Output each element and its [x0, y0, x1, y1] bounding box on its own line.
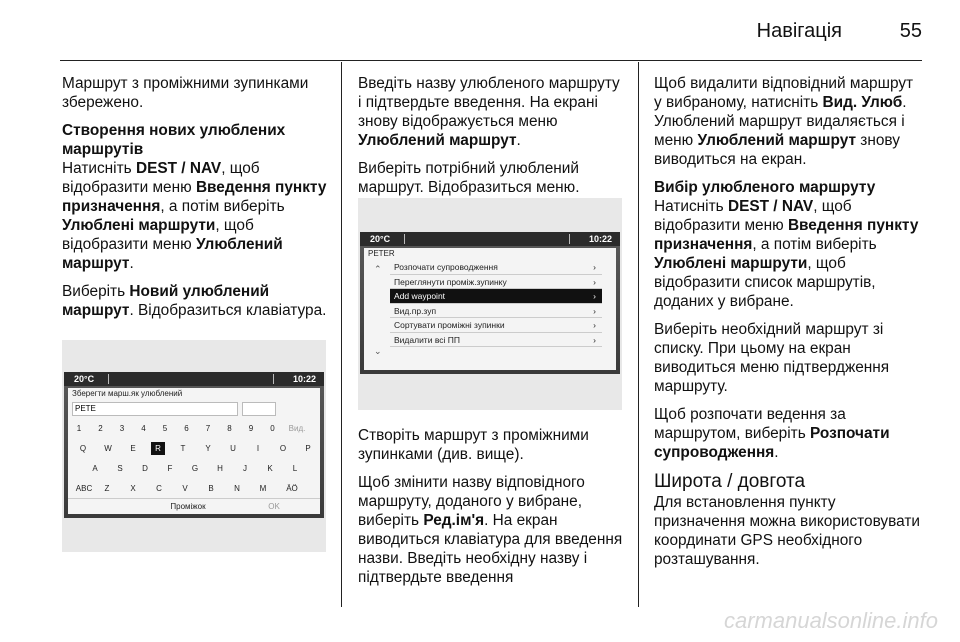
- key[interactable]: Q: [79, 444, 87, 453]
- menu-item-label: Вид.пр.зуп: [394, 305, 437, 316]
- key[interactable]: N: [234, 484, 240, 493]
- key[interactable]: 1: [76, 424, 82, 433]
- key[interactable]: D: [142, 464, 148, 473]
- paragraph: Натисніть DEST / NAV, щоб відобразити меню Введення пункту призначення, а потім виберіть Улюблені маршрути, щоб відобразити список маршрутів, доданих у вибране.: [654, 198, 919, 310]
- key[interactable]: V: [182, 484, 188, 493]
- menu-item[interactable]: [390, 289, 602, 304]
- key[interactable]: K: [267, 464, 273, 473]
- menu-item-label: Переглянути проміж.зупинку: [394, 276, 507, 287]
- section-heading: Широта / довгота: [654, 471, 806, 492]
- clock: 10:22: [292, 374, 316, 384]
- aux-input: [242, 402, 276, 416]
- menu-panel: [364, 248, 616, 370]
- paragraph: Щоб видалити відповідний маршрут у вибраному, натисніть Вид. Улюб. Улюблений маршрут видаляється і меню Улюблений маршрут знову виводиться на екран.: [654, 75, 914, 168]
- menu-item[interactable]: [390, 304, 602, 319]
- key[interactable]: G: [191, 464, 199, 473]
- menu-item[interactable]: [390, 260, 602, 275]
- scroll-down-icon[interactable]: ⌄: [374, 346, 382, 356]
- key[interactable]: Z: [104, 484, 110, 493]
- menu-item-label: Add waypoint: [394, 291, 446, 301]
- column-2-lower: [358, 426, 626, 596]
- menu-figure: [358, 198, 622, 410]
- key[interactable]: S: [117, 464, 123, 473]
- menu-item[interactable]: [390, 333, 602, 348]
- ok-key[interactable]: OK: [268, 502, 280, 511]
- key[interactable]: 8: [227, 424, 232, 433]
- key[interactable]: 7: [205, 424, 211, 433]
- key[interactable]: 3: [119, 424, 125, 433]
- keyboard-screen: [64, 372, 324, 518]
- key[interactable]: A: [92, 464, 98, 473]
- paragraph: Натисніть DEST / NAV, щоб відобразити меню Введення пункту призначення, а потім виберіть Улюблені маршрути, щоб відобразити меню Улюблений маршрут.: [62, 160, 327, 272]
- temperature: 20°C: [74, 374, 95, 384]
- chevron-right-icon: ›: [593, 262, 596, 272]
- key[interactable]: ÄÖ: [286, 484, 298, 493]
- route-name: PETER: [368, 249, 395, 258]
- chevron-right-icon: ›: [593, 334, 596, 345]
- name-input[interactable]: PETE: [72, 402, 238, 416]
- section-title: Навігація: [756, 20, 842, 42]
- menu-screen: [360, 232, 620, 374]
- keyboard-row-2: [68, 462, 320, 476]
- key[interactable]: J: [243, 464, 247, 473]
- key[interactable]: T: [180, 444, 186, 453]
- key[interactable]: C: [156, 484, 162, 493]
- paragraph: Для встановлення пункту призначення можна використовувати координати GPS необхідного розташування.: [654, 494, 920, 568]
- chevron-right-icon: ›: [593, 320, 596, 330]
- space-key[interactable]: Проміжок: [170, 502, 206, 511]
- key[interactable]: Вид.: [288, 424, 306, 433]
- key[interactable]: 0: [270, 424, 275, 433]
- key[interactable]: E: [130, 444, 136, 453]
- key[interactable]: 9: [248, 424, 254, 433]
- status-bar: [64, 372, 324, 386]
- key[interactable]: P: [305, 444, 311, 453]
- key[interactable]: Y: [205, 444, 211, 453]
- page-number: 55: [899, 20, 922, 42]
- page-header: [0, 0, 960, 60]
- key[interactable]: 5: [162, 424, 168, 433]
- key[interactable]: W: [104, 444, 112, 453]
- key[interactable]: M: [259, 484, 267, 493]
- key[interactable]: L: [292, 464, 298, 473]
- keyboard-panel: [68, 388, 320, 514]
- key[interactable]: 4: [141, 424, 146, 433]
- key[interactable]: R: [151, 442, 165, 455]
- key[interactable]: I: [256, 444, 260, 453]
- column-2: [358, 74, 626, 206]
- column-divider: [341, 62, 342, 607]
- keyboard-row-3: [68, 482, 320, 496]
- keyboard-figure: [62, 340, 326, 552]
- chevron-right-icon: ›: [593, 291, 596, 301]
- column-1: [62, 74, 330, 329]
- paragraph: Виберіть потрібний улюблений маршрут. Відобразиться меню.: [358, 160, 580, 196]
- menu-item-label: Розпочати супроводження: [394, 262, 498, 272]
- clock: 10:22: [588, 234, 612, 244]
- subheading: Створення нових улюблених маршрутів: [62, 122, 286, 158]
- paragraph: Виберіть Новий улюблений маршрут. Відобразиться клавіатура.: [62, 283, 327, 319]
- key[interactable]: 6: [184, 424, 189, 433]
- chevron-right-icon: ›: [593, 305, 596, 316]
- key[interactable]: F: [167, 464, 173, 473]
- key[interactable]: O: [279, 444, 287, 453]
- menu-item[interactable]: [390, 318, 602, 333]
- menu-item[interactable]: [390, 275, 602, 290]
- keyboard-row-1: [68, 442, 320, 456]
- paragraph: Щоб змінити назву відповідного маршруту, доданого у вибране, виберіть Ред.ім'я. На екран виводиться клавіатура для введення назви. Введіть необхідну назву і підтвердьте введення: [358, 474, 623, 586]
- key[interactable]: B: [208, 484, 214, 493]
- temperature: 20°C: [370, 234, 391, 244]
- menu-item-label: Видалити всі ПП: [394, 334, 460, 345]
- paragraph: Виберіть необхідний маршрут зі списку. При цьому на екран виводиться меню підтвердження маршруту.: [654, 321, 890, 395]
- header-rule: [60, 60, 922, 61]
- menu-item-label: Сортувати проміжні зупинки: [394, 320, 505, 330]
- watermark: carmanualsonline.info: [723, 608, 938, 633]
- keyboard-bottom-bar: [68, 498, 320, 514]
- paragraph: Маршрут з проміжними зупинками збережено.: [62, 75, 309, 111]
- subheading: Вибір улюбленого маршруту: [654, 179, 876, 196]
- paragraph: Створіть маршрут з проміжними зупинками (див. вище).: [358, 427, 589, 463]
- key[interactable]: U: [230, 444, 236, 453]
- key[interactable]: X: [130, 484, 136, 493]
- status-bar: [360, 232, 620, 246]
- keyboard-title: Зберегти марш.як улюблений: [72, 389, 183, 398]
- paragraph: Щоб розпочати ведення за маршрутом, виберіть Розпочати супроводження.: [654, 406, 890, 461]
- paragraph: Введіть назву улюбленого маршруту і підтвердьте введення. На екрані знову відображується меню Улюблений маршрут.: [358, 75, 620, 149]
- key[interactable]: ABC: [75, 484, 93, 493]
- key[interactable]: H: [217, 464, 223, 473]
- column-3: [654, 74, 922, 578]
- keyboard-row-digits: [68, 422, 320, 436]
- scroll-up-icon[interactable]: ⌃: [374, 264, 382, 274]
- column-divider: [638, 62, 639, 607]
- key[interactable]: 2: [98, 424, 103, 433]
- menu-list: [390, 260, 602, 347]
- chevron-right-icon: ›: [593, 276, 596, 287]
